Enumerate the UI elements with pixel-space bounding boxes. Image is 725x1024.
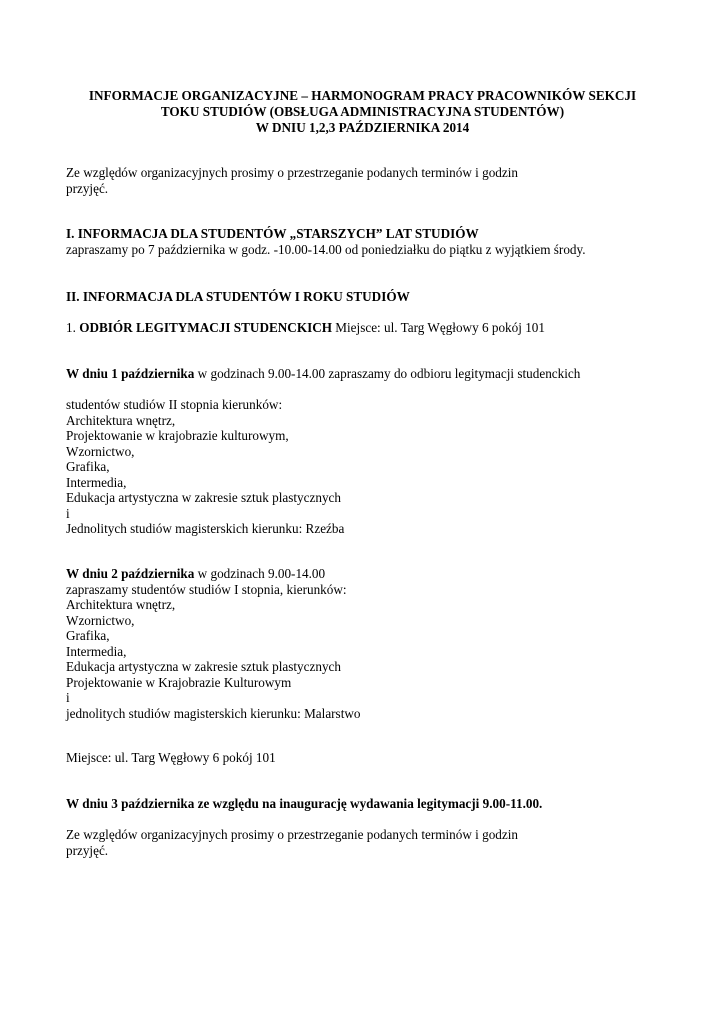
- intro-line: Ze względów organizacyjnych prosimy o przestrzeganie podanych terminów i godzin: [66, 165, 519, 180]
- day-2-line: Grafika,: [66, 628, 110, 643]
- day-1-date: W dniu 1 października: [66, 366, 195, 381]
- outro-paragraph: [66, 827, 666, 858]
- section-2: [66, 289, 666, 305]
- day-1-heading: [66, 366, 666, 382]
- day-1-line: Edukacja artystyczna w zakresie sztuk plastycznych: [66, 490, 341, 505]
- day-1-line: Intermedia,: [66, 474, 127, 490]
- item-1-title: ODBIÓR LEGITYMACJI STUDENCKICH: [79, 320, 332, 335]
- title-line: W DNIU 1,2,3 PAŹDZIERNIKA 2014: [255, 120, 470, 135]
- section-1-heading: I. INFORMACJA DLA STUDENTÓW „STARSZYCH” LAT STUDIÓW: [66, 226, 479, 241]
- day-2-line: jednolitych studiów magisterskich kierunku: Malarstwo: [66, 705, 361, 721]
- outro-line: Ze względów organizacyjnych prosimy o przestrzeganie podanych terminów i godzin: [66, 827, 519, 842]
- section-1: [66, 226, 666, 257]
- day-2-line: zapraszamy studentów studiów I stopnia, kierunków:: [66, 581, 347, 597]
- item-1: [66, 320, 666, 336]
- day-1-line: Projektowanie w krajobrazie kulturowym,: [66, 428, 289, 443]
- document-title: [0, 88, 725, 136]
- item-1-line: [66, 320, 666, 336]
- day-2-line: Projektowanie w Krajobrazie Kulturowym: [66, 674, 292, 690]
- day-1-line: studentów studiów II stopnia kierunków:: [66, 397, 283, 412]
- day-3-text: W dniu 3 października ze względu na inaugurację wydawania legitymacji 9.00-11.00.: [66, 796, 543, 811]
- day-2-line: Architektura wnętrz,: [66, 597, 176, 612]
- day-2-hours: w godzinach 9.00-14.00: [194, 566, 326, 581]
- place-line: [66, 750, 666, 766]
- day-3-line: [66, 796, 666, 812]
- day-2-date: W dniu 2 października: [66, 566, 195, 581]
- day-2-line: Intermedia,: [66, 643, 127, 659]
- day-1-line: Jednolitych studiów magisterskich kierunku: Rzeźba: [66, 521, 345, 536]
- day-2-block: [66, 566, 666, 721]
- intro-line: przyjęć.: [66, 180, 109, 196]
- section-1-text: zapraszamy po 7 października w godz. -10.00-14.00 od poniedziałku do piątku z wyjątkiem środy.: [66, 241, 586, 257]
- title-line: INFORMACJE ORGANIZACYJNE – HARMONOGRAM PRACY PRACOWNIKÓW SEKCJI: [88, 88, 637, 103]
- day-1-line: Wzornictwo,: [66, 443, 135, 459]
- outro-line: przyjęć.: [66, 842, 109, 858]
- place-text: Miejsce: ul. Targ Węgłowy 6 pokój 101: [66, 750, 276, 765]
- day-1-line: Architektura wnętrz,: [66, 412, 176, 428]
- day-2-line: i: [66, 690, 70, 705]
- day-1-line: Grafika,: [66, 459, 110, 474]
- day-1-hours: w godzinach 9.00-14.00 zapraszamy do odbioru legitymacji studenckich: [194, 366, 581, 381]
- day-1-list: [66, 397, 666, 537]
- title-line: TOKU STUDIÓW (OBSŁUGA ADMINISTRACYJNA STUDENTÓW): [160, 104, 565, 119]
- item-1-place: Miejsce: ul. Targ Węgłowy 6 pokój 101: [332, 320, 545, 335]
- day-2-line: Edukacja artystyczna w zakresie sztuk plastycznych: [66, 659, 341, 674]
- intro-paragraph: [66, 165, 666, 196]
- section-2-heading: II. INFORMACJA DLA STUDENTÓW I ROKU STUDIÓW: [66, 289, 410, 304]
- item-1-number: 1.: [66, 320, 80, 335]
- day-1-line: i: [66, 505, 70, 521]
- day-2-line: Wzornictwo,: [66, 612, 135, 628]
